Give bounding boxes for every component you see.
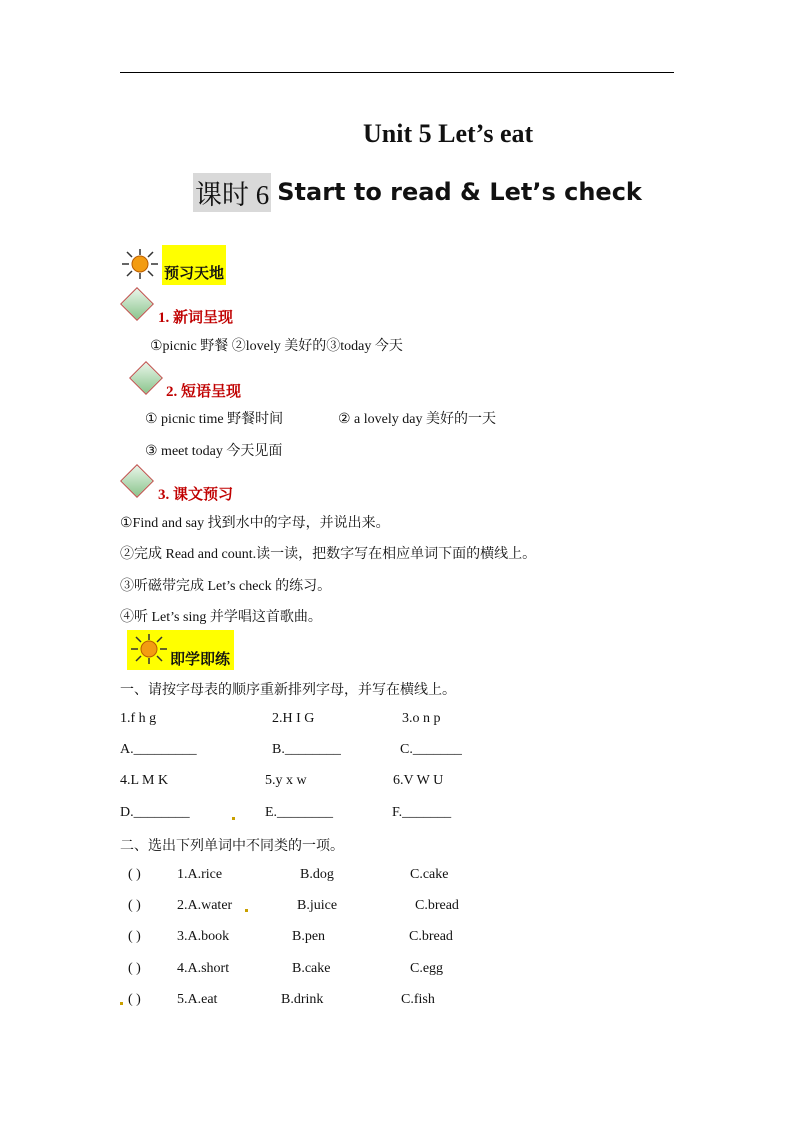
text-preview-line-1: ①Find and say 找到水中的字母，并说出来。 — [120, 516, 390, 531]
part2-paren-4: ( ) — [128, 961, 141, 976]
part1-answer-e: E.________ — [265, 805, 334, 820]
part1-instruction: 一、请按字母表的顺序重新排列字母，并写在横线上。 — [120, 683, 456, 698]
text-preview-heading: 3. 课文预习 — [158, 487, 234, 503]
phrases-heading: 2. 短语呈现 — [166, 384, 242, 400]
header-rule — [120, 72, 674, 73]
stray-dot — [120, 1002, 123, 1005]
part2-paren-5: ( ) — [128, 992, 141, 1007]
part1-answer-a: A._________ — [120, 742, 197, 757]
part2-option-1c: C.cake — [410, 867, 449, 882]
part1-answer-c: C._______ — [400, 742, 462, 757]
stray-dot — [245, 909, 248, 912]
diamond-icon — [129, 361, 163, 395]
new-words-line: ①picnic 野餐 ②lovely 美好的③today 今天 — [150, 339, 403, 354]
part1-q3: 3.o n p — [402, 711, 441, 726]
text-preview-line-2: ②完成 Read and count.读一读，把数字写在相应单词下面的横线上。 — [120, 547, 537, 562]
part1-q5: 5.y x w — [265, 773, 307, 788]
stray-dot — [232, 817, 235, 820]
text-preview-line-4: ④听 Let’s sing 并学唱这首歌曲。 — [120, 610, 322, 625]
diamond-icon — [120, 287, 154, 321]
phrases-line-2: ③ meet today 今天见面 — [145, 444, 283, 459]
part2-option-2b: B.juice — [297, 898, 338, 913]
part2-option-4c: C.egg — [410, 961, 444, 976]
page-title: Unit 5 Let’s eat — [363, 119, 534, 148]
phrases-line-1a: ① picnic time 野餐时间 — [145, 412, 284, 427]
lesson-title: Start to read & Let’s check — [277, 178, 642, 206]
part2-option-1a: 1.A.rice — [177, 867, 223, 882]
part2-option-2a: 2.A.water — [177, 898, 233, 913]
part2-paren-2: ( ) — [128, 898, 141, 913]
part2-option-4b: B.cake — [292, 961, 331, 976]
lesson-number: 课时 6 — [193, 173, 271, 212]
part2-option-4a: 4.A.short — [177, 961, 230, 976]
sun-icon — [120, 248, 160, 280]
part2-option-5b: B.drink — [281, 992, 324, 1007]
lesson-heading — [193, 174, 642, 210]
part1-q4: 4.L M K — [120, 773, 169, 788]
part2-option-2c: C.bread — [415, 898, 459, 913]
part2-paren-1: ( ) — [128, 867, 141, 882]
part2-option-3b: B.pen — [292, 929, 326, 944]
part2-instruction: 二、选出下列单词中不同类的一项。 — [120, 839, 344, 854]
part1-q2: 2.H I G — [272, 711, 315, 726]
new-words-heading: 1. 新词呈现 — [158, 310, 234, 326]
diamond-icon — [120, 464, 154, 498]
part2-option-3a: 3.A.book — [177, 929, 230, 944]
part2-option-5a: 5.A.eat — [177, 992, 218, 1007]
preview-label: 预习天地 — [162, 245, 226, 285]
phrases-line-1b: ② a lovely day 美好的一天 — [338, 412, 496, 427]
part2-option-5c: C.fish — [401, 992, 435, 1007]
part1-q1: 1.f h g — [120, 711, 157, 726]
sun-icon — [129, 633, 169, 665]
text-preview-line-3: ③听磁带完成 Let’s check 的练习。 — [120, 579, 332, 594]
part1-answer-d: D.________ — [120, 805, 190, 820]
practice-label: 即学即练 — [170, 652, 231, 668]
part1-answer-f: F._______ — [392, 805, 452, 820]
part1-answer-b: B.________ — [272, 742, 341, 757]
part2-option-3c: C.bread — [409, 929, 453, 944]
part1-q6: 6.V W U — [393, 773, 444, 788]
part2-paren-3: ( ) — [128, 929, 141, 944]
part2-option-1b: B.dog — [300, 867, 334, 882]
